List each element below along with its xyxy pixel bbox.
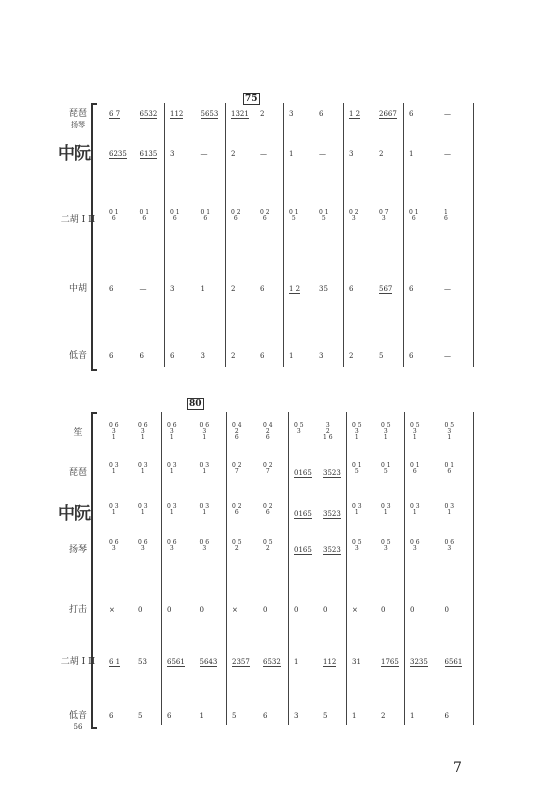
- chord-note: 6: [447, 468, 452, 475]
- note-cell: —: [200, 150, 208, 158]
- note-cell: 0: [381, 606, 386, 614]
- note-cell: —: [444, 285, 451, 293]
- chord-cell: [170, 210, 180, 222]
- chord-note: 6: [172, 215, 177, 222]
- note-cell: 6: [170, 352, 175, 360]
- note-cell: 6: [409, 110, 414, 118]
- chord-cell: [232, 504, 242, 516]
- note-cell: 6532: [263, 658, 281, 666]
- chord-note: 6: [265, 434, 270, 441]
- chord-note: 5: [354, 468, 359, 475]
- chord-cell: [410, 423, 420, 441]
- chord-note: 3: [354, 428, 359, 435]
- chord-note: 0 5: [352, 539, 362, 546]
- barline: [346, 412, 347, 725]
- chord-note: 1: [111, 434, 116, 441]
- chord-note: 0 1: [444, 462, 455, 469]
- chord-cell: [109, 423, 119, 441]
- chord-note: 6: [411, 215, 416, 222]
- chord-note: 0 3: [109, 503, 119, 510]
- chord-cell: [381, 463, 391, 475]
- chord-note: 0 5: [232, 539, 242, 546]
- barline: [226, 412, 227, 725]
- chord-note: 3: [412, 545, 417, 552]
- note-cell: 6: [409, 285, 414, 293]
- chord-note: 1: [444, 209, 448, 216]
- chord-note: 1: [354, 509, 359, 516]
- chord-cell: [323, 423, 333, 441]
- note-cell: 6: [109, 712, 114, 720]
- chord-note: 0 3: [444, 503, 455, 510]
- chord-note: 1: [447, 509, 452, 516]
- chord-note: 2: [234, 428, 239, 435]
- note-cell: 1: [410, 712, 415, 720]
- instrument-label: 琵琶: [68, 468, 87, 478]
- note-cell: 1765: [381, 658, 399, 666]
- note-cell: 6 7: [109, 110, 121, 118]
- chord-note: 3: [381, 215, 386, 222]
- chord-note: 0 1: [139, 209, 150, 216]
- chord-cell: [352, 540, 362, 552]
- chord-note: 0 6: [444, 539, 455, 546]
- note-cell: 6: [444, 712, 449, 720]
- chord-note: 6: [262, 215, 267, 222]
- note-cell: 3523: [323, 546, 341, 554]
- note-cell: ×: [109, 606, 115, 614]
- note-cell: 1: [289, 150, 294, 158]
- note-cell: 6532: [139, 110, 158, 118]
- chord-note: 0 6: [109, 539, 119, 546]
- chord-cell: [409, 210, 419, 222]
- chord-cell: [109, 504, 119, 516]
- chord-cell: [263, 423, 273, 441]
- chord-cell: [289, 210, 299, 222]
- note-cell: 0165: [294, 510, 312, 518]
- note-cell: 2357: [232, 658, 250, 666]
- note-cell: 3: [319, 352, 324, 360]
- chord-cell: [352, 463, 362, 475]
- instrument-label: 二胡 I II: [60, 657, 96, 667]
- note-cell: —: [139, 285, 147, 293]
- chord-note: 5: [383, 468, 388, 475]
- chord-note: 2: [234, 545, 239, 552]
- note-cell: 2: [260, 110, 265, 118]
- chord-cell: [140, 210, 150, 222]
- chord-note: 6: [142, 215, 147, 222]
- note-cell: 3: [294, 712, 299, 720]
- chord-note: 0 6: [167, 539, 177, 546]
- note-cell: 567: [379, 285, 393, 293]
- chord-cell: [352, 423, 362, 441]
- note-cell: 1: [200, 285, 205, 293]
- instrument-label: 笙: [73, 428, 83, 438]
- chord-note: 3: [169, 545, 174, 552]
- chord-note: 3: [383, 428, 388, 435]
- chord-cell: [410, 540, 420, 552]
- chord-cell: [201, 210, 211, 222]
- chord-cell: [444, 210, 448, 222]
- chord-note: 0 3: [138, 503, 148, 510]
- chord-cell: [231, 210, 241, 222]
- note-cell: 0: [294, 606, 299, 614]
- page-number: 7: [453, 760, 462, 776]
- chord-note: 6: [444, 215, 448, 222]
- chord-note: 0 6: [138, 422, 148, 429]
- chord-note: 1: [383, 509, 388, 516]
- chord-cell: [200, 423, 210, 441]
- chord-note: 1: [111, 468, 116, 475]
- chord-note: 1: [202, 434, 207, 441]
- chord-note: 3: [111, 545, 116, 552]
- note-cell: 2667: [379, 110, 397, 118]
- note-cell: 1: [352, 712, 357, 720]
- note-cell: 3: [170, 285, 175, 293]
- note-cell: 6: [263, 712, 268, 720]
- chord-note: 0 2: [263, 503, 273, 510]
- chord-cell: [109, 540, 119, 552]
- note-cell: —: [260, 150, 267, 158]
- note-cell: 6: [409, 352, 414, 360]
- chord-cell: [410, 463, 420, 475]
- note-cell: 6: [349, 285, 354, 293]
- note-cell: 2: [231, 285, 236, 293]
- note-cell: ×: [352, 606, 358, 614]
- barline: [404, 412, 405, 725]
- note-cell: 2: [349, 352, 354, 360]
- chord-note: 0 5: [410, 422, 420, 429]
- chord-cell: [381, 504, 391, 516]
- chord-cell: [232, 540, 242, 552]
- chord-cell: [200, 463, 210, 475]
- note-cell: —: [444, 150, 451, 158]
- chord-note: 0 3: [352, 503, 362, 510]
- chord-note: 0 3: [167, 462, 177, 469]
- rehearsal-mark: 80: [189, 399, 202, 409]
- chord-cell: [138, 540, 148, 552]
- note-cell: 0: [263, 606, 268, 614]
- chord-cell: [167, 540, 177, 552]
- note-cell: 0: [199, 606, 204, 614]
- note-cell: 6: [139, 352, 144, 360]
- note-cell: 0: [444, 606, 449, 614]
- note-cell: 3523: [323, 510, 341, 518]
- chord-note: 0 7: [379, 209, 389, 216]
- instrument-label: 中阮: [58, 144, 90, 164]
- note-cell: 0: [323, 606, 328, 614]
- chord-note: 3: [447, 545, 452, 552]
- note-cell: 112: [170, 110, 184, 118]
- note-cell: ×: [232, 606, 238, 614]
- chord-note: 0 5: [352, 422, 362, 429]
- chord-note: 5: [291, 215, 296, 222]
- chord-cell: [138, 504, 148, 516]
- chord-note: 6: [412, 468, 417, 475]
- chord-note: 0 1: [410, 462, 420, 469]
- chord-note: 0 3: [138, 462, 148, 469]
- barline: [288, 412, 289, 725]
- chord-note: 0 1: [200, 209, 211, 216]
- chord-note: 0 6: [167, 422, 177, 429]
- chord-note: 6: [234, 434, 239, 441]
- chord-note: 0 1: [289, 209, 299, 216]
- chord-cell: [109, 210, 119, 222]
- chord-cell: [167, 504, 177, 516]
- chord-note: 6: [265, 509, 270, 516]
- note-cell: 3: [170, 150, 175, 158]
- chord-note: 0 3: [381, 503, 391, 510]
- chord-note: 0 1: [381, 462, 391, 469]
- chord-note: 0 2: [260, 209, 270, 216]
- note-cell: 6135: [139, 150, 158, 158]
- chord-note: 1: [140, 509, 145, 516]
- chord-cell: [232, 463, 242, 475]
- system-bracket: [91, 412, 97, 729]
- chord-note: 3: [447, 428, 452, 435]
- chord-cell: [109, 463, 119, 475]
- instrument-label: 二胡 I II: [60, 215, 96, 225]
- note-cell: 2: [231, 150, 236, 158]
- chord-note: 6: [203, 215, 208, 222]
- chord-cell: [410, 504, 420, 516]
- barline: [164, 103, 165, 367]
- chord-cell: [445, 540, 455, 552]
- chord-note: 6: [234, 509, 239, 516]
- chord-note: 0 5: [444, 422, 455, 429]
- chord-note: 0 4: [263, 422, 273, 429]
- note-cell: 1 2: [349, 110, 361, 118]
- note-cell: 0: [167, 606, 172, 614]
- note-cell: 6235: [109, 150, 127, 158]
- chord-note: 1: [169, 468, 174, 475]
- chord-note: 1: [202, 509, 207, 516]
- chord-note: 1: [111, 509, 116, 516]
- chord-note: 2: [265, 545, 270, 552]
- chord-note: 3: [202, 545, 207, 552]
- note-cell: 6: [167, 712, 172, 720]
- chord-note: 0 1: [170, 209, 180, 216]
- chord-note: 3: [140, 428, 145, 435]
- note-cell: 0165: [294, 469, 312, 477]
- note-cell: 112: [323, 658, 337, 666]
- note-cell: 6561: [167, 658, 185, 666]
- chord-note: 3: [412, 428, 417, 435]
- chord-note: 1: [383, 434, 388, 441]
- chord-cell: [167, 463, 177, 475]
- chord-note: 1: [412, 509, 417, 516]
- chord-note: 0 2: [263, 462, 273, 469]
- note-cell: 6: [109, 285, 114, 293]
- chord-cell: [445, 423, 455, 441]
- chord-cell: [349, 210, 359, 222]
- chord-note: 2: [265, 428, 270, 435]
- note-cell: 1: [199, 712, 204, 720]
- instrument-label: 低音: [68, 351, 87, 361]
- note-cell: 6 1: [109, 658, 121, 666]
- note-cell: 2: [379, 150, 384, 158]
- note-cell: 3: [289, 110, 294, 118]
- note-cell: 5643: [199, 658, 218, 666]
- chord-cell: [381, 423, 391, 441]
- chord-note: 0 2: [232, 462, 242, 469]
- system-bracket: [91, 103, 97, 371]
- note-cell: 2: [381, 712, 386, 720]
- barline: [283, 103, 284, 367]
- instrument-label: 扬琴: [71, 121, 85, 129]
- chord-cell: [263, 463, 273, 475]
- barline: [161, 412, 162, 725]
- chord-note: 0 5: [263, 539, 273, 546]
- chord-cell: [200, 504, 210, 516]
- chord-note: 7: [265, 468, 270, 475]
- barline: [473, 412, 474, 725]
- chord-note: 3: [169, 428, 174, 435]
- chord-cell: [379, 210, 389, 222]
- chord-note: 0 6: [199, 422, 210, 429]
- note-cell: 6561: [444, 658, 463, 666]
- chord-note: 0 6: [109, 422, 119, 429]
- chord-cell: [138, 463, 148, 475]
- note-cell: 35: [319, 285, 328, 293]
- barline: [343, 103, 344, 367]
- chord-cell: [352, 504, 362, 516]
- note-cell: 0: [410, 606, 415, 614]
- instrument-label: 56: [73, 723, 83, 731]
- instrument-label: 中阮: [58, 504, 90, 524]
- rehearsal-mark: 75: [245, 94, 258, 104]
- note-cell: 3: [349, 150, 354, 158]
- note-cell: 6: [260, 352, 265, 360]
- chord-note: 3: [111, 428, 116, 435]
- note-cell: 6: [109, 352, 114, 360]
- note-cell: —: [319, 150, 326, 158]
- chord-note: 1: [140, 434, 145, 441]
- chord-note: 0 6: [199, 539, 210, 546]
- chord-note: 0 3: [410, 503, 420, 510]
- chord-note: 0 4: [232, 422, 242, 429]
- chord-note: 6: [111, 215, 116, 222]
- chord-note: 1: [354, 434, 359, 441]
- instrument-label: 低音: [68, 711, 87, 721]
- chord-note: 0 5: [381, 422, 391, 429]
- note-cell: —: [444, 110, 451, 118]
- chord-cell: [138, 423, 148, 441]
- barline: [403, 103, 404, 367]
- note-cell: 6: [319, 110, 324, 118]
- note-cell: 5: [232, 712, 237, 720]
- chord-cell: [167, 423, 177, 441]
- note-cell: 5: [379, 352, 384, 360]
- chord-note: 6: [233, 215, 238, 222]
- instrument-label: 琵琶: [68, 109, 87, 119]
- note-cell: 3: [200, 352, 205, 360]
- chord-note: 3: [140, 545, 145, 552]
- note-cell: 31: [352, 658, 361, 666]
- note-cell: 5653: [200, 110, 219, 118]
- chord-note: 0 1: [319, 209, 329, 216]
- chord-cell: [294, 423, 304, 435]
- chord-cell: [232, 423, 242, 441]
- note-cell: 0: [138, 606, 143, 614]
- chord-cell: [200, 540, 210, 552]
- note-cell: 0165: [294, 546, 312, 554]
- chord-note: 0 1: [352, 462, 362, 469]
- note-cell: 5: [138, 712, 143, 720]
- chord-cell: [319, 210, 329, 222]
- chord-note: 1: [412, 434, 417, 441]
- barline: [225, 103, 226, 367]
- chord-note: 7: [234, 468, 239, 475]
- chord-note: 0 2: [232, 503, 242, 510]
- chord-note: 0 6: [410, 539, 420, 546]
- note-cell: 3235: [410, 658, 428, 666]
- chord-note: 3: [202, 428, 207, 435]
- instrument-label: 扬琴: [68, 545, 87, 555]
- chord-note: 0 1: [409, 209, 419, 216]
- chord-note: 5: [321, 215, 326, 222]
- chord-note: 2: [325, 428, 330, 435]
- chord-note: 0 1: [109, 209, 119, 216]
- chord-cell: [260, 210, 270, 222]
- note-cell: 2: [231, 352, 236, 360]
- note-cell: 3523: [323, 469, 341, 477]
- chord-note: 0 3: [167, 503, 177, 510]
- chord-note: 0 3: [109, 462, 119, 469]
- chord-note: 3: [325, 422, 330, 429]
- chord-note: 1: [169, 434, 174, 441]
- note-cell: 1: [409, 150, 414, 158]
- chord-note: 3: [296, 428, 301, 435]
- note-cell: 5: [323, 712, 328, 720]
- chord-note: 0 3: [199, 503, 210, 510]
- chord-note: 3: [351, 215, 356, 222]
- chord-note: 0 2: [349, 209, 359, 216]
- chord-note: 0 6: [138, 539, 148, 546]
- chord-note: 1: [140, 468, 145, 475]
- instrument-label: 打击: [68, 605, 87, 615]
- note-cell: 1 2: [289, 285, 301, 293]
- chord-note: 1 6: [323, 434, 333, 441]
- chord-note: 0 2: [231, 209, 241, 216]
- note-cell: 1: [294, 658, 299, 666]
- chord-note: 3: [383, 545, 388, 552]
- chord-cell: [263, 540, 273, 552]
- note-cell: 1321: [231, 110, 249, 118]
- barline: [473, 103, 474, 367]
- chord-note: 1: [169, 509, 174, 516]
- note-cell: 1: [289, 352, 294, 360]
- instrument-label: 中胡: [68, 284, 87, 294]
- note-cell: —: [444, 352, 451, 360]
- note-cell: 53: [138, 658, 147, 666]
- chord-note: 0 3: [199, 462, 210, 469]
- chord-cell: [445, 504, 455, 516]
- chord-note: 0 5: [381, 539, 391, 546]
- chord-note: 3: [354, 545, 359, 552]
- chord-note: 0 5: [294, 422, 304, 429]
- chord-cell: [445, 463, 455, 475]
- chord-cell: [263, 504, 273, 516]
- note-cell: 6: [260, 285, 265, 293]
- chord-cell: [381, 540, 391, 552]
- chord-note: 1: [202, 468, 207, 475]
- chord-note: 1: [447, 434, 452, 441]
